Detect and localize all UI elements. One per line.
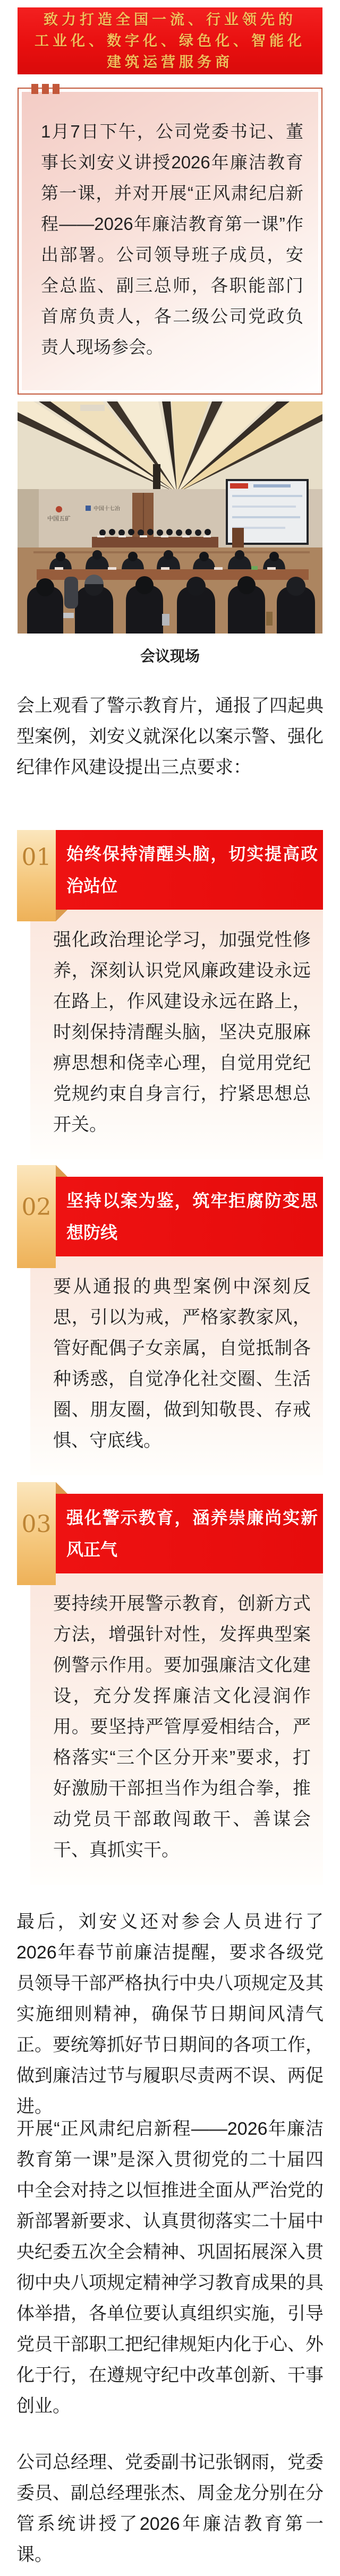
wall-sign-right-label: 中国十七冶	[94, 506, 120, 512]
closing-paragraph: 公司总经理、党委副书记张钢雨，党委委员、副总经理张杰、周金龙分别在分管系统讲授了2026年廉洁教育第一课。	[16, 2452, 324, 2565]
fold-corner-icon	[56, 1165, 67, 1177]
fold-corner-icon	[56, 910, 67, 921]
slogan-line: 工业化、数字化、绿色化、智能化	[35, 33, 305, 49]
section-03	[17, 1482, 323, 1885]
decorative-bars-icon	[31, 84, 60, 94]
section-01-number-tab: 01	[17, 830, 56, 921]
slogan-line: 建筑运营服务商	[107, 54, 233, 70]
intro-box	[18, 88, 322, 395]
closing-paragraph: 最后，刘安义还对参会人员进行了2026年春节前廉洁提醒，要求各级党员领导干部严格执行中央八项规定及其实施细则精神，确保节日期间风清气正。要统筹抓好节日期间的各项工作，做到廉洁过节与履职尽责两不误、两促进。	[16, 1912, 324, 2117]
meeting-photo-art	[18, 401, 322, 634]
section-03-title: 强化警示教育，涵养崇廉尚实新风正气	[56, 1494, 323, 1573]
section-03-number-tab: 03	[17, 1482, 56, 1585]
company-slogan-banner	[18, 7, 322, 74]
section-02-body: 要从通报的典型案例中深刻反思，引以为戒，严格家教家风，管好配偶子女亲属，自觉抵制各种诱惑，自觉净化社交圈、生活圈、朋友圈，做到知敬畏、存戒惧、守底线。	[30, 1256, 323, 1475]
wall-sign-left-label: 中国五矿	[47, 516, 71, 522]
fold-corner-icon	[56, 1482, 67, 1494]
section-02	[17, 1165, 323, 1475]
section-02-number-tab: 02	[17, 1165, 56, 1268]
section-01	[17, 830, 323, 1159]
section-03-body: 要持续开展警示教育，创新方式方法，增强针对性，发挥典型案例警示作用。要加强廉洁文化建设，充分发挥廉洁文化浸润作用。要坚持严管厚爱相结合，严格落实“三个区分开来”要求，打好激励干部担当作为组合拳，推动党员干部敢闯敢干、善谋会干、真抓实干。	[30, 1573, 323, 1885]
closing-paragraph: 开展“正风肃纪启新程——2026年廉洁教育第一课”是深入贯彻党的二十届四中全会对持之以恒推进全面从严治党的新部署新要求、认真贯彻落实二十届中央纪委五次全会精神、巩固拓展深入贯彻中央八项规定精神学习教育成果的具体举措，各单位要认真组织实施，引导党员干部职工把纪律规矩内化于心、外化于行，在遵规守纪中改革创新、干事创业。	[16, 2119, 324, 2416]
section-02-title: 坚持以案为鉴，筑牢拒腐防变思想防线	[56, 1177, 323, 1256]
intro-paragraph: 1月7日下午，公司党委书记、董事长刘安义讲授2026年廉洁教育第一课，并对开展“正风肃纪启新程——2026年廉洁教育第一课”作出部署。公司领导班子成员，安全总监、副三总师，各职能部门首席负责人，各二级公司党政负责人现场参会。	[41, 122, 303, 357]
section-01-body: 强化政治理论学习，加强党性修养，深刻认识党风廉政建设永远在路上，作风建设永远在路上，时刻保持清醒头脑，坚决克服麻痹思想和侥幸心理，自觉用党纪党规约束自身言行，拧紧思想总开关。	[30, 910, 323, 1159]
photo-caption: 会议现场	[140, 648, 200, 664]
slogan-line: 致力打造全国一流、行业领先的	[44, 12, 296, 28]
meeting-photo[interactable]	[18, 401, 322, 634]
lead-paragraph: 会上观看了警示教育片，通报了四起典型案例，刘安义就深化以案示警、强化纪律作风建设提出三点要求：	[16, 696, 324, 777]
section-01-title: 始终保持清醒头脑，切实提高政治站位	[56, 830, 323, 910]
